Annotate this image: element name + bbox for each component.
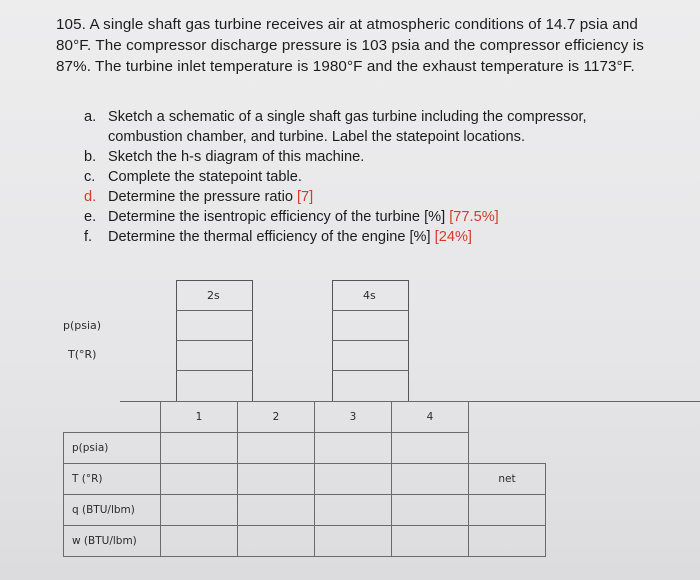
part-text: Complete the statepoint table. — [108, 169, 302, 185]
part-letter: e. — [84, 209, 97, 225]
temperature-cell-3[interactable] — [315, 464, 392, 495]
problem-line-1: 105. A single shaft gas turbine receives air at atmospheric conditions of 14.7 psia and — [56, 16, 638, 33]
grid-line — [332, 370, 409, 371]
empty-cell — [64, 402, 161, 433]
row-label-work: w (BTU/lbm) — [64, 526, 161, 557]
part-text: Sketch the h-s diagram of this machine. — [108, 149, 365, 165]
row-label-pressure: p(psia) — [64, 433, 161, 464]
problem-parts-list — [84, 107, 684, 247]
part-answer: [24%] — [434, 229, 472, 245]
upper-row-label-pressure: p(psia) — [63, 319, 102, 332]
pressure-cell-1[interactable] — [161, 433, 238, 464]
table-row-states — [64, 402, 546, 433]
grid-line — [176, 340, 253, 341]
heat-cell-2[interactable] — [238, 495, 315, 526]
statepoint-table — [63, 401, 546, 557]
state-4-header: 4 — [392, 402, 469, 433]
work-net-cell[interactable] — [469, 526, 546, 557]
part-b — [84, 147, 684, 167]
part-text-continued: combustion chamber, and turbine. Label the statepoint locations. — [108, 129, 525, 145]
part-answer: [7] — [297, 189, 314, 205]
pressure-cell-4[interactable] — [392, 433, 469, 464]
work-cell-3[interactable] — [315, 526, 392, 557]
problem-statement — [56, 14, 686, 77]
work-cell-1[interactable] — [161, 526, 238, 557]
table-row-pressure — [64, 433, 546, 464]
table-row-heat — [64, 495, 546, 526]
state-1-header: 1 — [161, 402, 238, 433]
part-f — [84, 227, 684, 247]
row-label-heat: q (BTU/lbm) — [64, 495, 161, 526]
part-d — [84, 187, 684, 207]
heat-cell-1[interactable] — [161, 495, 238, 526]
part-text: Determine the pressure ratio — [108, 189, 297, 205]
grid-line — [332, 340, 409, 341]
part-text: Determine the isentropic efficiency of the turbine [%] — [108, 209, 450, 225]
row-label-temperature: T (°R) — [64, 464, 161, 495]
part-answer: [77.5%] — [449, 209, 499, 225]
part-letter: f. — [84, 229, 93, 245]
work-cell-4[interactable] — [392, 526, 469, 557]
part-letter: a. — [84, 109, 97, 125]
column-4s-header: 4s — [363, 289, 376, 302]
grid-line — [332, 310, 409, 311]
temperature-cell-1[interactable] — [161, 464, 238, 495]
part-e — [84, 207, 684, 227]
problem-line-3: 87%. The turbine inlet temperature is 1980°F and the exhaust temperature is 1173°F. — [56, 58, 635, 75]
table-row-work — [64, 526, 546, 557]
part-letter: c. — [84, 169, 96, 185]
column-2s-header: 2s — [207, 289, 220, 302]
pressure-cell-3[interactable] — [315, 433, 392, 464]
part-text: Determine the thermal efficiency of the engine [%] — [108, 229, 435, 245]
table-row-temperature — [64, 464, 546, 495]
grid-line — [176, 370, 253, 371]
empty-cell — [469, 433, 546, 464]
grid-line — [176, 310, 253, 311]
problem-line-2: 80°F. The compressor discharge pressure is 103 psia and the compressor efficiency is — [56, 37, 644, 54]
temperature-cell-2[interactable] — [238, 464, 315, 495]
part-letter: d. — [84, 189, 97, 205]
heat-net-cell[interactable] — [469, 495, 546, 526]
state-2-header: 2 — [238, 402, 315, 433]
heat-cell-3[interactable] — [315, 495, 392, 526]
part-letter: b. — [84, 149, 97, 165]
upper-row-label-temperature: T(°R) — [68, 348, 97, 361]
part-c — [84, 167, 684, 187]
heat-cell-4[interactable] — [392, 495, 469, 526]
pressure-cell-2[interactable] — [238, 433, 315, 464]
part-a — [84, 107, 684, 147]
part-text: Sketch a schematic of a single shaft gas turbine including the compressor, — [108, 109, 587, 125]
temperature-cell-4[interactable] — [392, 464, 469, 495]
net-header: net — [469, 464, 546, 495]
state-3-header: 3 — [315, 402, 392, 433]
work-cell-2[interactable] — [238, 526, 315, 557]
empty-cell — [469, 402, 546, 433]
